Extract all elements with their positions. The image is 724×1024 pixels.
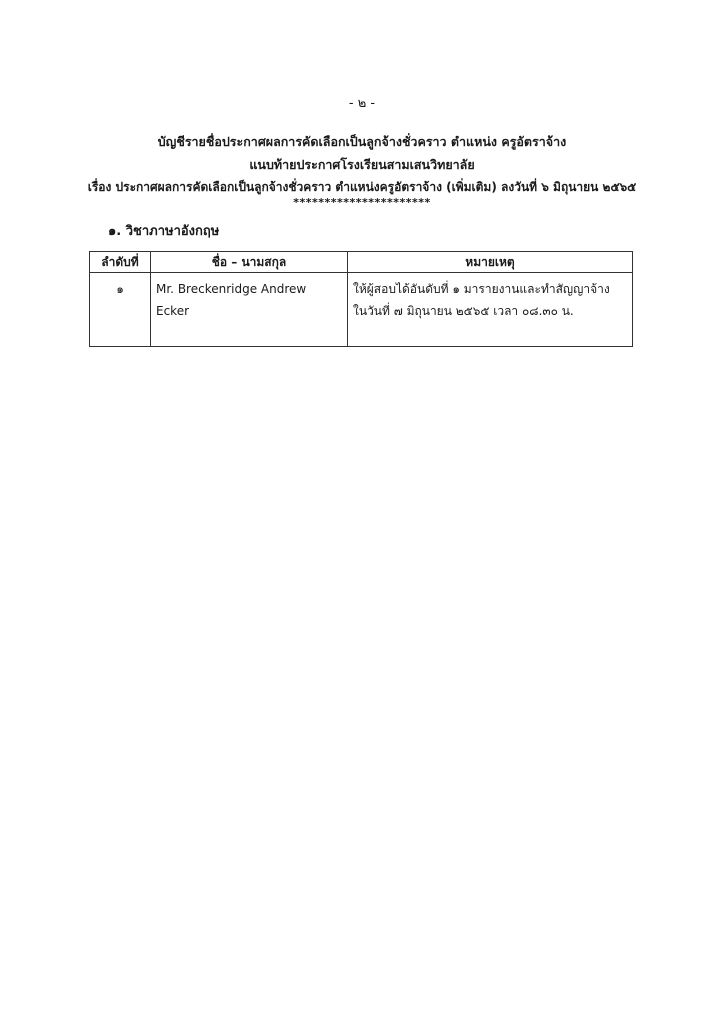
- row-name-value: Mr. Breckenridge Andrew Ecker: [156, 282, 307, 318]
- page-number: - ๒ -: [348, 96, 376, 111]
- row-order: [90, 273, 151, 347]
- header-name: ชื่อ – นามสกุล: [151, 252, 348, 273]
- results-table: [89, 251, 633, 347]
- document-subject: เรื่อง ประกาศผลการคัดเลือกเป็นลูกจ้างชั่วคราว ตำแหน่งครูอัตราจ้าง (เพิ่มเติม) ลงวันที่ ๖ มิถุนายน ๒๕๖๕: [87, 180, 637, 194]
- row-order-value: ๑: [116, 282, 124, 296]
- remark-line-2: ในวันที่ ๗ มิถุนายน ๒๕๖๕ เวลา ๐๘.๓๐ น.: [353, 304, 574, 318]
- section-title: ๑. วิชาภาษาอังกฤษ: [108, 224, 220, 239]
- header-order: ลำดับที่: [90, 252, 151, 273]
- header-remark: หมายเหตุ: [348, 252, 633, 273]
- table-header-row: [90, 252, 633, 273]
- table-row: [90, 273, 633, 347]
- row-name: [151, 273, 348, 347]
- row-remark: [348, 273, 633, 347]
- separator-stars: **********************: [293, 196, 431, 209]
- document-subtitle: แนบท้ายประกาศโรงเรียนสามเสนวิทยาลัย: [249, 157, 475, 172]
- remark-line-1: ให้ผู้สอบได้อันดับที่ ๑ มารายงานและทำสัญญาจ้าง: [353, 282, 610, 296]
- document-title: บัญชีรายชื่อประกาศผลการคัดเลือกเป็นลูกจ้างชั่วคราว ตำแหน่ง ครูอัตราจ้าง: [157, 134, 567, 149]
